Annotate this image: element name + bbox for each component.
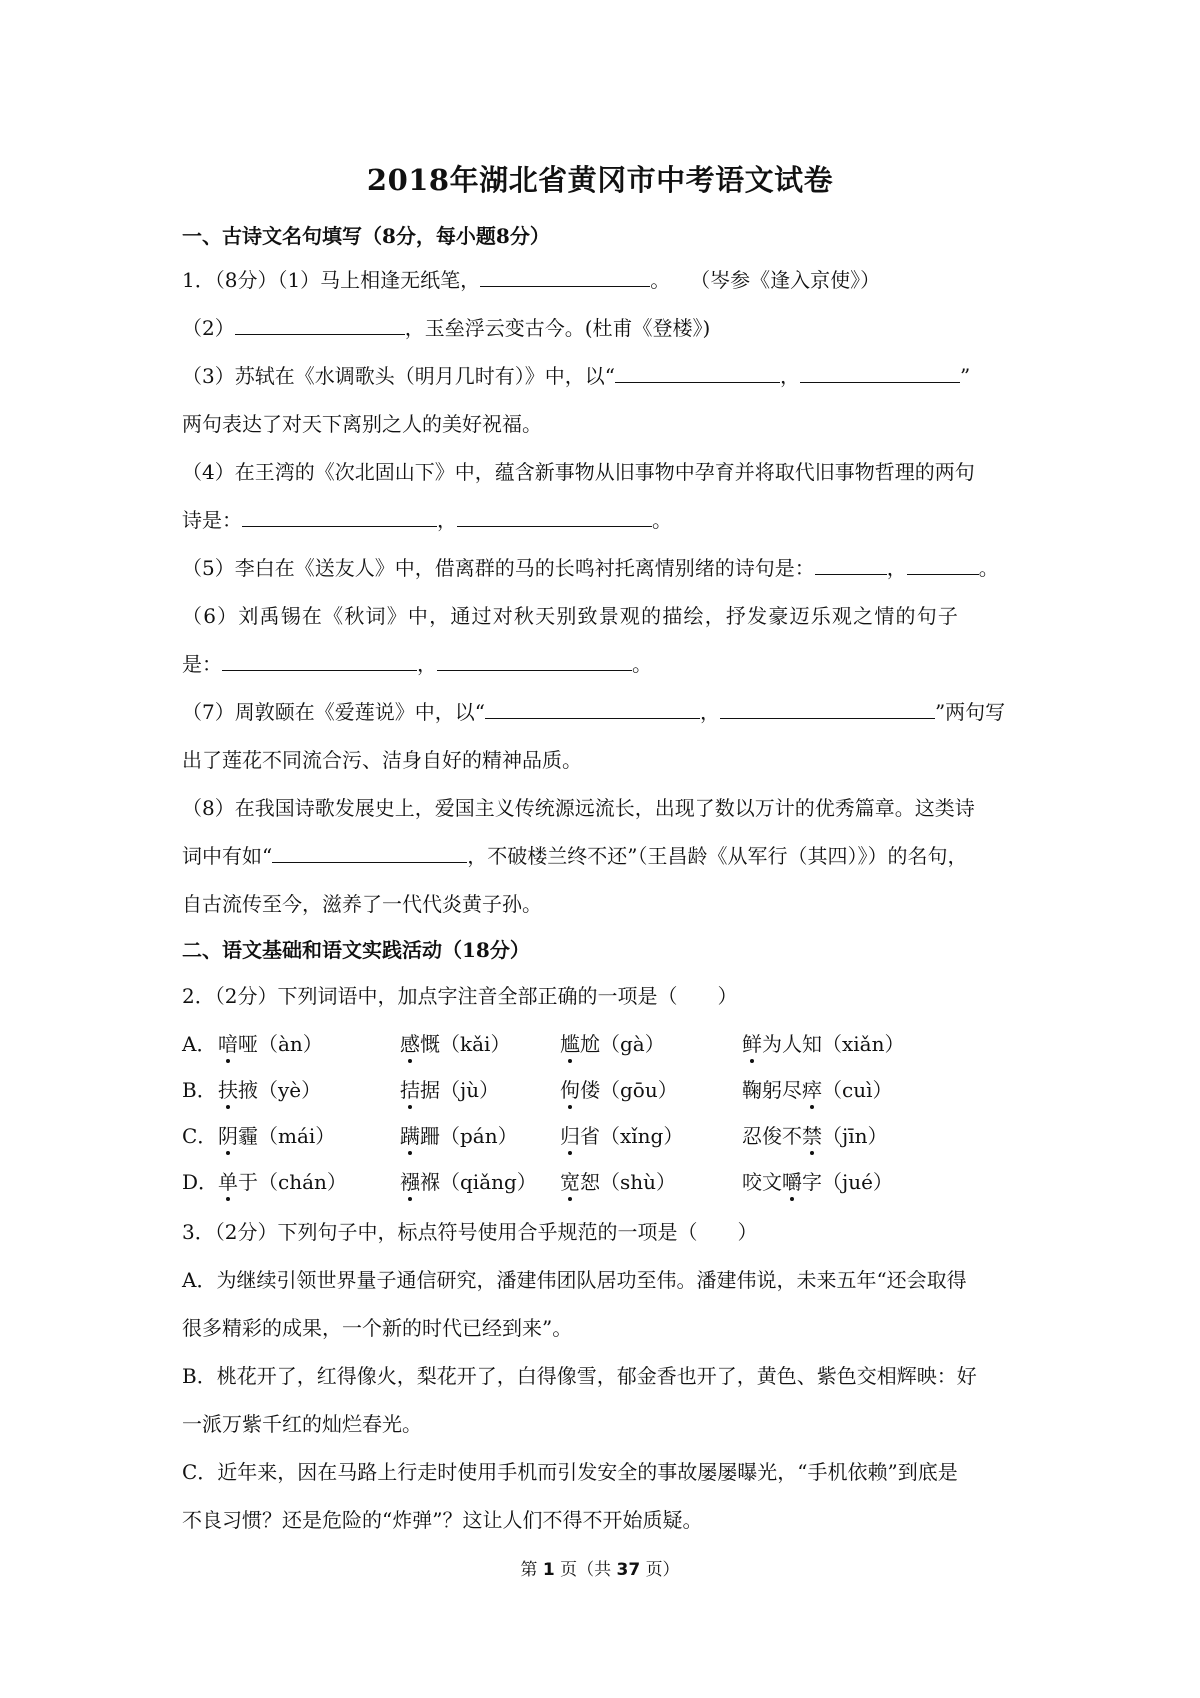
dotted-character: 襁	[400, 1170, 420, 1194]
word-rest: 霾	[238, 1124, 258, 1148]
word-rest: 瘁	[802, 1078, 822, 1102]
q2-option-b-word-3	[560, 1076, 678, 1104]
word-rest: 禁	[802, 1124, 822, 1148]
pinyin: （jù）	[440, 1078, 500, 1102]
q1-line5: （4）在王湾的《次北固山下》中，蕴含新事物从旧事物中孕育并将取代旧事物哲理的两句	[182, 460, 975, 484]
q2-option-d-word-4	[742, 1168, 893, 1196]
q2-option-a-word-4	[742, 1030, 904, 1058]
q2-option-b-word-2	[400, 1076, 499, 1104]
q1-text: 。	[978, 556, 999, 580]
q1-line2	[182, 314, 1022, 342]
q2-option-d-word-2	[400, 1168, 537, 1196]
dotted-character: 扶	[218, 1078, 238, 1102]
dotted-character: 鞠躬尽	[742, 1078, 802, 1102]
q1-text: ，	[699, 700, 720, 724]
q1-text: 1．（8分）（1）马上相逢无纸笔，	[182, 268, 481, 292]
q2-option-d-word-1	[218, 1168, 347, 1196]
answer-blank	[437, 652, 632, 671]
word-rest: 哑	[238, 1032, 258, 1056]
answer-blank	[800, 364, 960, 383]
q1-text: 。 （岑参《逢入京使》）	[650, 268, 881, 292]
q1-text: ，不破楼兰终不还”（王昌龄《从军行（其四）》）的名句，	[467, 844, 968, 868]
q1-line13	[182, 842, 1022, 870]
dotted-character: 佝	[560, 1078, 580, 1102]
footer-text: 页（共	[560, 1560, 612, 1580]
answer-blank	[485, 700, 700, 719]
q3-stem: 3．（2分）下列句子中，标点符号使用合乎规范的一项是（ ）	[182, 1220, 758, 1244]
q2-option-a-letter: A．	[182, 1032, 217, 1056]
answer-blank	[720, 700, 935, 719]
answer-blank	[480, 268, 650, 287]
pinyin: （cuì）	[822, 1078, 893, 1102]
q1-text: ，	[417, 652, 437, 676]
q1-text: （3）苏轼在《水调歌头（明月几时有）》中，以“	[182, 364, 615, 388]
q3-option-b-line2: 一派万紫千红的灿烂春光。	[182, 1412, 422, 1436]
footer-text: 第	[520, 1560, 538, 1580]
q1-line7	[182, 554, 1022, 582]
dotted-character: 鲜	[742, 1032, 762, 1056]
q2-option-c-word-3	[560, 1122, 683, 1150]
dotted-character: 拮	[400, 1078, 420, 1102]
word-rest: 于	[238, 1170, 258, 1194]
word-rest: 褓	[420, 1170, 440, 1194]
page-number: 1	[542, 1560, 555, 1580]
q1-text: 。	[632, 652, 652, 676]
q2-option-a-word-2	[400, 1030, 510, 1058]
q1-text: 诗是：	[182, 508, 242, 532]
word-rest: 省	[580, 1124, 600, 1148]
q3-option-a-line2: 很多精彩的成果，一个新的时代已经到来”。	[182, 1316, 573, 1340]
dotted-character: 阴	[218, 1124, 238, 1148]
q1-text: 。	[652, 508, 672, 532]
pinyin: （gà）	[600, 1032, 665, 1056]
word-rest: 慨	[420, 1032, 440, 1056]
q1-text: 是：	[182, 652, 222, 676]
dotted-character: 忍俊不	[742, 1124, 802, 1148]
q2-option-d-letter: D．	[182, 1170, 219, 1194]
q1-text: ，	[779, 364, 800, 388]
answer-blank	[457, 508, 652, 527]
dotted-character: 咬文	[742, 1170, 782, 1194]
pinyin: （kǎi）	[440, 1032, 511, 1056]
word-rest: 尬	[580, 1032, 600, 1056]
footer-text: 页）	[645, 1560, 680, 1580]
word-rest: 为人知	[762, 1032, 822, 1056]
page-title: 2018年湖北省黄冈市中考语文试卷	[366, 163, 834, 197]
total-pages: 37	[616, 1560, 641, 1580]
pinyin: （qiǎng）	[440, 1170, 537, 1194]
answer-blank	[815, 556, 887, 575]
q2-option-b-word-1	[218, 1076, 321, 1104]
q1-text: （7）周敦颐在《爱莲说》中，以“	[182, 700, 485, 724]
pinyin: （àn）	[258, 1032, 323, 1056]
q3-option-b-line1: B．桃花开了，红得像火，梨花开了，白得像雪，郁金香也开了，黄色、紫色交相辉映：好	[182, 1364, 977, 1388]
dotted-character: 蹒	[400, 1124, 420, 1148]
q2-option-c-word-2	[400, 1122, 518, 1150]
q1-text: ，	[886, 556, 907, 580]
word-rest: 跚	[420, 1124, 440, 1148]
q1-line1	[182, 266, 1022, 294]
dotted-character: 尴	[560, 1032, 580, 1056]
pinyin: （mái）	[258, 1124, 336, 1148]
dotted-character: 归	[560, 1124, 580, 1148]
q2-option-b-word-4	[742, 1076, 892, 1104]
q1-line9	[182, 650, 1022, 678]
pinyin: （xǐng）	[600, 1124, 684, 1148]
pinyin: （xiǎn）	[822, 1032, 905, 1056]
pinyin: 字（jué）	[802, 1170, 893, 1194]
answer-blank	[222, 652, 417, 671]
pinyin: （gōu）	[600, 1078, 678, 1102]
section1-heading: 一、古诗文名句填写（8分，每小题8分）	[182, 224, 550, 248]
q1-line6	[182, 506, 1022, 534]
page-footer	[0, 1555, 1200, 1580]
q2-option-a-word-3	[560, 1030, 665, 1058]
pinyin: （yè）	[258, 1078, 322, 1102]
q3-option-c-line1: C．近年来，因在马路上行走时使用手机而引发安全的事故屡屡曝光，“手机依赖”到底是	[182, 1460, 958, 1484]
q1-text: （5）李白在《送友人》中，借离群的马的长鸣衬托离情别绪的诗句是：	[182, 556, 815, 580]
word-rest: 嚼	[782, 1170, 802, 1194]
q2-option-c-letter: C．	[182, 1124, 218, 1148]
q1-text: 词中有如“	[182, 844, 273, 868]
q2-option-c-word-1	[218, 1122, 335, 1150]
answer-blank	[242, 508, 437, 527]
q3-option-c-line2: 不良习惯？还是危险的“炸弹”？这让人们不得不开始质疑。	[182, 1508, 703, 1532]
q1-text: ”	[959, 364, 971, 388]
word-rest: 据	[420, 1078, 440, 1102]
q1-line12: （8）在我国诗歌发展史上，爱国主义传统源远流长，出现了数以万计的优秀篇章。这类诗	[182, 796, 975, 820]
dotted-character: 感	[400, 1032, 420, 1056]
q2-option-d-word-3	[560, 1168, 676, 1196]
dotted-character: 宽	[560, 1170, 580, 1194]
q1-line3	[182, 362, 1022, 390]
q1-line10	[182, 698, 1022, 726]
q1-line8: （6）刘禹锡在《秋词》中，通过对秋天别致景观的描绘，抒发豪迈乐观之情的句子	[182, 604, 960, 628]
q1-line11: 出了莲花不同流合污、洁身自好的精神品质。	[182, 748, 582, 772]
pinyin: （shù）	[600, 1170, 677, 1194]
answer-blank	[235, 316, 405, 335]
q1-text: ”两句写	[934, 700, 1006, 724]
q1-line4: 两句表达了对天下离别之人的美好祝福。	[182, 412, 542, 436]
q1-text: ，玉垒浮云变古今。(杜甫《登楼》)	[404, 316, 711, 340]
q1-text: （2）	[182, 316, 235, 340]
pinyin: （pán）	[440, 1124, 518, 1148]
q2-option-a-word-1	[218, 1030, 323, 1058]
word-rest: 偻	[580, 1078, 600, 1102]
answer-blank	[907, 556, 979, 575]
q2-option-c-word-4	[742, 1122, 887, 1150]
answer-blank	[615, 364, 780, 383]
word-rest: 掖	[238, 1078, 258, 1102]
dotted-character: 单	[218, 1170, 238, 1194]
section2-heading: 二、语文基础和语文实践活动（18分）	[182, 938, 530, 962]
pinyin: （jīn）	[822, 1124, 888, 1148]
q2-stem: 2．（2分）下列词语中，加点字注音全部正确的一项是（ ）	[182, 984, 738, 1008]
pinyin: （chán）	[258, 1170, 347, 1194]
q1-text: ，	[437, 508, 457, 532]
q3-option-a-line1: A．为继续引领世界量子通信研究，潘建伟团队居功至伟。潘建伟说，未来五年“还会取得	[182, 1268, 967, 1292]
dotted-character: 喑	[218, 1032, 238, 1056]
word-rest: 恕	[580, 1170, 600, 1194]
answer-blank	[272, 844, 467, 863]
q1-line14: 自古流传至今，滋养了一代代炎黄子孙。	[182, 892, 542, 916]
q2-option-b-letter: B．	[182, 1078, 217, 1102]
